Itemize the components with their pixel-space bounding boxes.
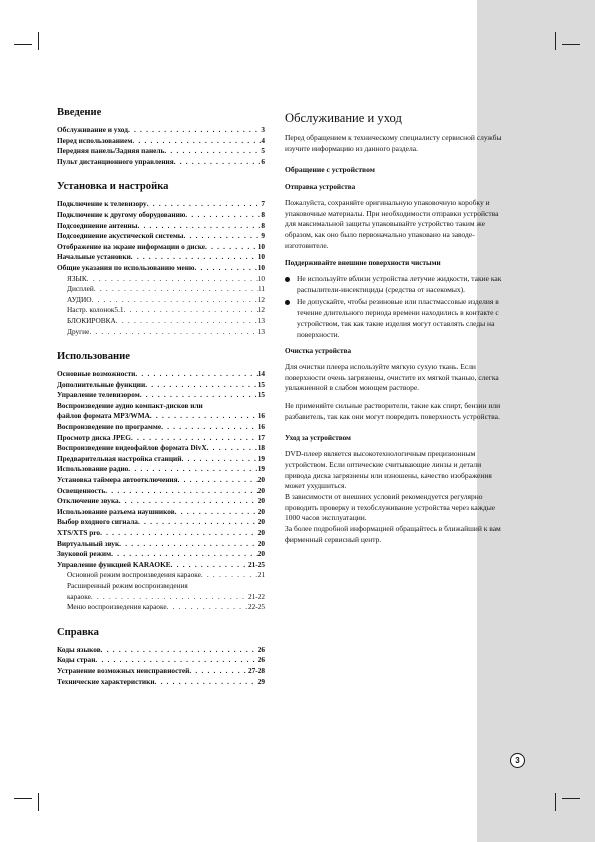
toc-entry[interactable] <box>57 252 265 263</box>
toc-entry-page: 3 <box>261 125 265 134</box>
toc-entry-page: 20 <box>257 538 265 548</box>
toc-leader-dots <box>111 549 258 560</box>
toc-entry-label: Управление телевизором <box>57 390 140 400</box>
toc-entry-page: 10 <box>257 252 265 262</box>
toc-entry[interactable] <box>57 231 265 242</box>
toc-entry-page: 8 <box>261 220 265 230</box>
toc-entry[interactable] <box>57 454 265 465</box>
toc-entry[interactable] <box>57 210 265 221</box>
toc-entry-label: файлов формата MP3/WMA <box>57 411 150 421</box>
toc-leader-dots <box>183 231 261 242</box>
toc-entry-page: 20 <box>257 506 265 516</box>
toc-entry[interactable] <box>57 305 265 316</box>
toc-entry-label: Звуковой режим <box>57 549 112 559</box>
crop-mark <box>555 32 556 50</box>
toc-leader-dots <box>175 507 258 518</box>
toc-leader-dots <box>119 539 258 550</box>
toc-leader-dots <box>167 602 248 613</box>
toc-leader-dots <box>174 157 262 168</box>
care-heading: Уход за устройством <box>285 434 351 443</box>
toc-entry[interactable] <box>57 475 265 486</box>
toc-entry-label: Предварительная настройка станций <box>57 453 182 463</box>
shipping-heading: Отправка устройства <box>285 183 356 192</box>
toc-entry-label: Технические характеристики <box>57 676 155 686</box>
toc-entry-page: 18 <box>257 443 265 453</box>
toc-entry-page: 4 <box>261 135 265 145</box>
toc-entry-label: Воспроизведение видеофайлов формата DivX <box>57 443 207 453</box>
toc-leader-dots <box>207 443 258 454</box>
toc-entry-label: Перед использованием <box>57 135 133 145</box>
toc-entry[interactable] <box>57 274 265 285</box>
toc-entry-page: 12 <box>257 305 265 315</box>
toc-section-title: Установка и настройка <box>57 181 169 193</box>
toc-entry[interactable] <box>57 433 265 444</box>
toc-entry-page: 6 <box>261 156 265 166</box>
toc-entry-page: 21 <box>257 570 265 580</box>
toc-entry-label: Выбор входного сигнала <box>57 517 138 527</box>
toc-leader-dots <box>128 125 261 136</box>
toc-section-title: Использование <box>57 351 130 363</box>
toc-entry-page: 14 <box>257 369 265 379</box>
toc-entry-page: 15 <box>257 390 265 400</box>
toc-entry-label: Установка таймера автоотключения <box>57 475 178 485</box>
toc-entry-page: 7 <box>261 199 265 209</box>
toc-leader-dots <box>161 422 258 433</box>
toc-leader-dots <box>194 263 257 274</box>
toc-entry[interactable] <box>57 486 265 497</box>
toc-entry-page: 5 <box>261 146 265 156</box>
toc-entry-label: Настр. колонок5.1 <box>67 305 124 315</box>
toc-entry[interactable] <box>57 666 265 677</box>
toc-entry-label: XTS/XTS pro <box>57 528 101 537</box>
toc-entry-label: Пульт дистанционного управления <box>57 156 174 166</box>
toc-leader-dots <box>147 199 262 210</box>
toc-leader-dots <box>164 146 261 157</box>
toc-entry-label: Просмотр диска JPEG <box>57 432 131 442</box>
handling-heading: Обращение с устройством <box>285 165 375 175</box>
toc-entry[interactable] <box>57 146 265 157</box>
toc-leader-dots <box>135 369 257 380</box>
toc-entry-label: Передняя панель/Задняя панель <box>57 146 165 156</box>
toc-entry-label: Отключение звука <box>57 496 119 506</box>
toc-entry-page: 10 <box>257 273 265 283</box>
toc-leader-dots <box>116 316 258 327</box>
toc-entry-label: Подсоединение антенны <box>57 220 138 230</box>
toc-entry-label: Основной режим воспроизведения караоке <box>67 570 201 580</box>
table-of-contents <box>57 106 265 687</box>
toc-entry[interactable] <box>57 369 265 380</box>
toc-entry-label: БЛОКИРОВКА <box>67 315 116 325</box>
toc-entry-page: 11 <box>257 284 265 294</box>
toc-entry-label: Использование радио <box>57 464 129 474</box>
toc-entry-page: 20 <box>257 517 265 527</box>
toc-entry-page: 10 <box>257 262 265 272</box>
toc-entry-page: 20 <box>257 496 265 506</box>
toc-entry-label: Управление функцией KARAOKE <box>57 559 171 569</box>
toc-entry[interactable] <box>57 645 265 656</box>
toc-entry-label: Подключение к другому оборудованию <box>57 209 186 219</box>
toc-entry[interactable] <box>57 592 265 603</box>
toc-entry-page: 16 <box>257 422 265 432</box>
toc-entry-page: 20 <box>257 485 265 495</box>
toc-entry-label: Меню воспроизведения караоке <box>67 602 167 612</box>
toc-entry-label: Воспроизведение по программе <box>57 422 162 432</box>
toc-entry-page: 20 <box>257 549 265 559</box>
toc-entry-label: Обслуживание и уход <box>57 125 128 134</box>
toc-entry[interactable] <box>57 242 265 253</box>
toc-leader-dots <box>131 252 258 263</box>
toc-entry-page: 8 <box>261 209 265 219</box>
toc-entry-label: Отображение на экране информации о диске <box>57 241 206 251</box>
crop-mark <box>38 32 39 50</box>
toc-entry-label: Подключение к телевизору <box>57 199 147 209</box>
toc-section-title: Справка <box>57 626 99 638</box>
toc-entry[interactable] <box>57 539 265 550</box>
toc-entry-label: Дополнительные функции <box>57 379 146 389</box>
page-number-badge: 3 <box>510 753 525 768</box>
toc-leader-dots <box>181 454 257 465</box>
toc-entry-page: 26 <box>257 655 265 665</box>
intro-paragraph: Перед обращением к техническому специалисту сервисной службы изучите информацию из данного раздела. <box>285 133 502 153</box>
toc-entry-label: Подсоединение акустической системы <box>57 231 184 241</box>
toc-entry-page: 21-25 <box>247 559 265 569</box>
care-paragraph: DVD-плеер является высокотехнологичным прецизионным устройством. Если оптические считывающие линзы и детали привода диска загрязнены или изношены, качество изображения может ухудшиться. В зависимости от внешних условий рекомендуется регулярно проводить проверку и техобслуживание устройства через каждые 1000 часов эксплуатации. За более подробной информацией обращайтесь в ближайший к вам фирменный сервисный центр. <box>285 449 501 544</box>
toc-entry-page: 9 <box>261 231 265 241</box>
toc-entry-label: Виртуальный звук <box>57 538 120 548</box>
toc-entry[interactable] <box>57 199 265 210</box>
toc-entry-label: Общие указания по использованию меню <box>57 262 195 272</box>
toc-entry[interactable] <box>57 655 265 666</box>
toc-entry[interactable] <box>57 549 265 560</box>
toc-leader-dots <box>132 136 261 147</box>
toc-leader-dots <box>201 570 258 581</box>
toc-leader-dots <box>189 666 248 677</box>
toc-entry-label: Основные возможности <box>57 369 136 379</box>
toc-entry-label: Расширенный режим воспроизведения <box>67 580 188 590</box>
toc-leader-dots <box>205 242 258 253</box>
toc-leader-dots <box>95 655 257 666</box>
toc-leader-dots <box>100 528 258 539</box>
crop-mark <box>14 798 32 799</box>
shipping-paragraph: Пожалуйста, сохраняйте оригинальную упаковочную коробку и упаковочные материалы. При необходимости отправки устройства для максимальной защиты упаковывайте устройство таким же образом, как оно было первоначально упаковано на заводе-изготовителе. <box>285 197 499 250</box>
cleaning-paragraph-2: Не применяйте сильные растворители, такие как спирт, бензин или разбавитель, так как они могут повредить поверхность устройства. <box>285 401 501 421</box>
toc-entry[interactable] <box>57 401 265 412</box>
toc-leader-dots <box>185 210 261 221</box>
toc-section-title: Введение <box>57 107 102 118</box>
toc-entry[interactable] <box>57 677 265 688</box>
toc-entry[interactable] <box>57 496 265 507</box>
toc-section <box>57 180 265 337</box>
toc-entry-page: 27-28 <box>247 665 265 675</box>
toc-entry-label: ЯЗЫК <box>67 273 87 283</box>
surfaces-heading: Поддерживайте внешние поверхности чистыми <box>285 259 441 268</box>
toc-entry[interactable] <box>57 507 265 518</box>
cleaning-heading: Очистка устройства <box>285 347 352 356</box>
toc-leader-dots <box>150 411 258 422</box>
toc-entry-label: Начальные установки <box>57 252 131 262</box>
toc-entry-label: Использование разъема наушников <box>57 506 175 516</box>
toc-entry-page: 19 <box>257 464 265 474</box>
toc-leader-dots <box>145 380 257 391</box>
toc-leader-dots <box>178 475 258 486</box>
toc-entry[interactable] <box>57 380 265 391</box>
toc-entry-page: 13 <box>257 326 265 336</box>
toc-entry[interactable] <box>57 411 265 422</box>
toc-leader-dots <box>92 295 258 306</box>
toc-leader-dots <box>155 677 258 688</box>
toc-entry-label: Устранение возможных неисправностей <box>57 665 190 675</box>
crop-mark <box>562 44 580 45</box>
toc-entry[interactable] <box>57 581 265 592</box>
toc-entry[interactable] <box>57 284 265 295</box>
toc-entry[interactable] <box>57 316 265 327</box>
toc-section <box>57 350 265 613</box>
list-item: Не допускайте, чтобы резиновые или пластмассовые изделия в течение длительного периода времени находились в контакте с устройством, так как такие изделия могут оставлять следы на поверхности. <box>285 297 505 340</box>
toc-entry[interactable] <box>57 570 265 581</box>
toc-entry-page: 12 <box>257 294 265 304</box>
toc-entry[interactable] <box>57 422 265 433</box>
toc-entry-label: Коды языков <box>57 644 101 654</box>
toc-entry[interactable] <box>57 390 265 401</box>
toc-entry-page: 22-25 <box>247 602 265 612</box>
toc-entry[interactable] <box>57 464 265 475</box>
toc-entry-page: 26 <box>257 644 265 654</box>
toc-entry-page: 15 <box>257 379 265 389</box>
toc-entry[interactable] <box>57 327 265 338</box>
toc-leader-dots <box>140 390 258 401</box>
toc-leader-dots <box>171 560 248 571</box>
toc-entry[interactable] <box>57 528 265 539</box>
toc-leader-dots <box>119 496 258 507</box>
toc-entry-page: 29 <box>257 676 265 686</box>
toc-entry-label: АУДИО <box>67 294 92 304</box>
toc-entry[interactable] <box>57 136 265 147</box>
toc-leader-dots <box>131 433 258 444</box>
toc-entry[interactable] <box>57 602 265 613</box>
toc-entry-page: 20 <box>257 475 265 485</box>
toc-leader-dots <box>105 486 257 497</box>
toc-entry-page: 10 <box>257 241 265 251</box>
toc-leader-dots <box>101 645 258 656</box>
toc-leader-dots <box>124 305 258 316</box>
list-item: Не используйте вблизи устройства летучие жидкости, такие как распылители-инсектициды (средства от насекомых). <box>285 274 505 295</box>
toc-entry-page: 21-22 <box>247 591 265 601</box>
cleaning-paragraph-1: Для очистки плеера используйте мягкую сухую ткань. Если поверхности очень загрязнены, очистите их мягкой тканью, слегка увлажненной в слабом моющем растворе. <box>285 361 499 393</box>
toc-leader-dots <box>91 592 248 603</box>
toc-leader-dots <box>138 517 258 528</box>
toc-entry-page: 17 <box>257 432 265 442</box>
crop-mark <box>555 793 556 811</box>
toc-entry[interactable] <box>57 560 265 571</box>
toc-entry[interactable] <box>57 263 265 274</box>
toc-entry-page: 13 <box>257 315 265 325</box>
section-title: Обслуживание и уход <box>285 111 402 125</box>
crop-mark <box>38 793 39 811</box>
toc-entry-page: 16 <box>257 411 265 421</box>
toc-entry[interactable] <box>57 221 265 232</box>
toc-section <box>57 626 265 687</box>
toc-entry-page: 19 <box>257 453 265 463</box>
toc-entry-label: Другие <box>67 326 90 336</box>
toc-entry-label: Коды стран <box>57 655 96 665</box>
toc-entry[interactable] <box>57 125 265 136</box>
toc-entry-label: Освещенность <box>57 485 106 495</box>
toc-leader-dots <box>87 274 258 285</box>
toc-entry-label: Воспроизведение аудио компакт-дисков или <box>57 400 203 410</box>
toc-leader-dots <box>137 221 261 232</box>
toc-entry-label: караоке <box>67 591 91 601</box>
toc-entry[interactable] <box>57 157 265 168</box>
toc-entry[interactable] <box>57 517 265 528</box>
toc-leader-dots <box>128 464 257 475</box>
crop-mark <box>562 798 580 799</box>
toc-section <box>57 106 265 167</box>
maintenance-section <box>285 111 505 553</box>
toc-entry[interactable] <box>57 295 265 306</box>
crop-mark <box>14 44 32 45</box>
toc-leader-dots <box>94 284 258 295</box>
toc-entry[interactable] <box>57 443 265 454</box>
toc-entry-label: Дисплей <box>67 284 94 294</box>
toc-entry-page: 20 <box>257 528 265 537</box>
toc-leader-dots <box>89 327 257 338</box>
surfaces-list <box>285 274 505 340</box>
